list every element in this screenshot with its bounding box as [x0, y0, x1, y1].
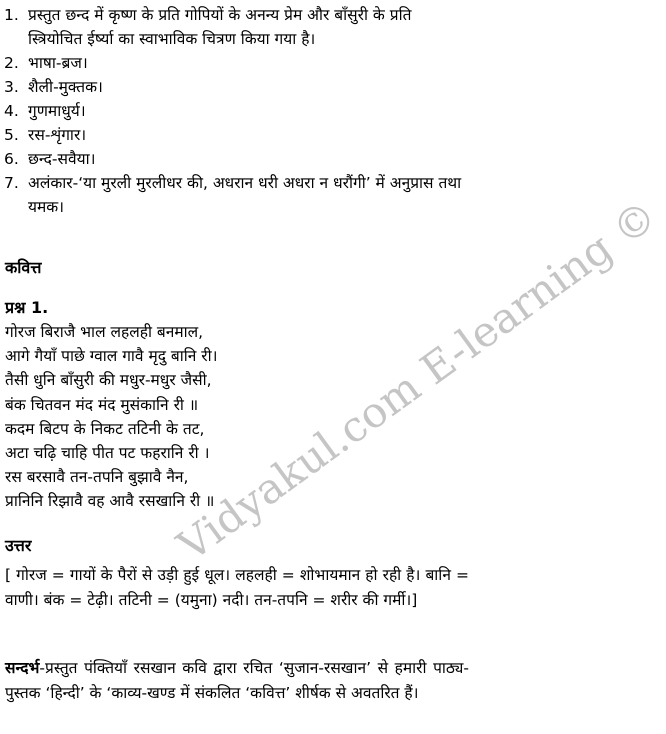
question-heading: प्रश्न 1. — [5, 298, 49, 317]
poem — [5, 320, 218, 514]
section-heading: कवित्त — [5, 258, 42, 277]
list-item: 7. अलंकार-‘या मुरली मुरलीधर की, अधरान धरी अधरा न धरौंगी’ में अनुप्रास तथा यमक। — [4, 174, 462, 216]
list-item: 1. प्रस्तुत छन्द में कृष्ण के प्रति गोपियों के अनन्य प्रेम और बाँसुरी के प्रति स्त्रियोचित ईर्ष्या का स्वाभाविक चित्रण किया गया है। — [4, 6, 412, 48]
poem-line: गोरज बिराजै भाल लहलही बनमाल, — [5, 323, 204, 341]
answer-heading: उत्तर — [5, 536, 32, 555]
context-paragraph — [5, 656, 469, 705]
answer-text: [ गोरज = गायों के पैरों से उड़ी हुई धूल। लहलही = शोभायमान हो रही है। बानि = वाणी। बंक = टेढ़ी। तटिनी = (यमुना) नदी। तन-तपनि = शरीर की गर्मी।] — [5, 566, 469, 609]
poem-line: रस बरसावै तन-तपनि बुझावै नैन, — [5, 468, 189, 487]
points-list — [4, 3, 466, 219]
list-item: 3. शैली-मुक्तक। — [4, 78, 103, 96]
list-item: 5. रस-शृंगार। — [4, 126, 87, 144]
poem-line: अटा चढ़ि चाहि पीत पट फहरानि री । — [5, 444, 210, 463]
watermark: Vidyakul.com E-learning © — [168, 190, 666, 571]
poem-line: आगे गैयाँ पाछे ग्वाल गावै मृदु बानि री। — [5, 347, 218, 366]
list-item: 2. भाषा-ब्रज। — [4, 54, 88, 72]
poem-line: बंक चितवन मंद मंद मुसंकानि री ॥ — [5, 395, 199, 414]
poem-line: कदम बिटप के निकट तटिनी के तट, — [5, 419, 205, 438]
context-label: सन्दर्भ — [5, 659, 40, 677]
poem-line: प्रानिनि रिझावै वह आवै रसखानि री ॥ — [5, 492, 215, 511]
list-item: 4. गुणमाधुर्य। — [4, 102, 86, 120]
list-item: 6. छन्द-सवैया। — [4, 150, 96, 168]
poem-line: तैसी धुनि बाँसुरी की मधुर-मधुर जैसी, — [5, 371, 212, 390]
context-text: -प्रस्तुत पंक्तियाँ रसखान कवि द्वारा रचित ‘सुजान-रसखान’ से हमारी पाठ्य-पुस्तक ‘हिन्दी’ के ‘काव्य-खण्ड में संकलित ‘कवित्त’ शीर्षक से अवतरित हैं। — [5, 659, 469, 702]
